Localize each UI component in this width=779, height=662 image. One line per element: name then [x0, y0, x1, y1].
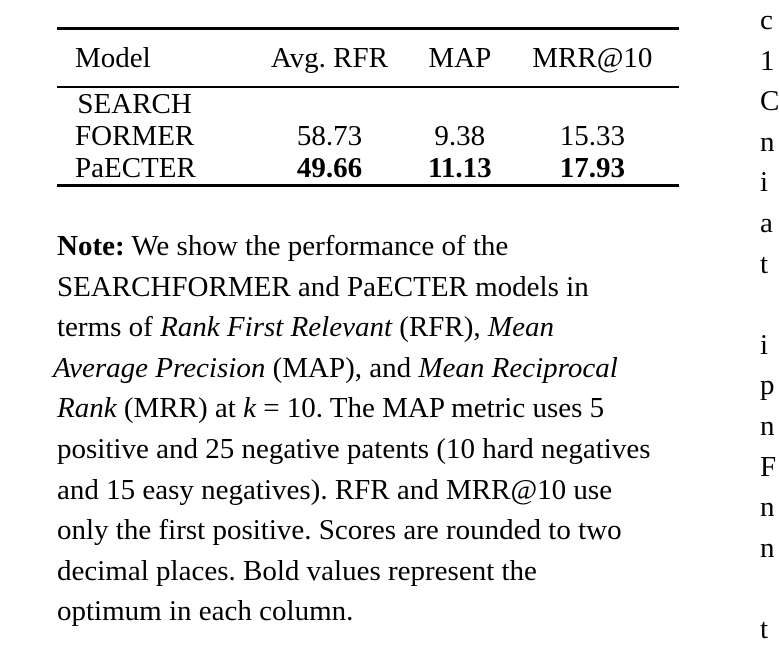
model-name-line1: SEARCH — [77, 88, 192, 120]
fragment-line: t — [760, 247, 769, 280]
results-table-container — [57, 27, 679, 187]
caption-line: only the first positive. Scores are rounded to two — [57, 514, 622, 547]
caption-text: We show the performance of the — [124, 230, 509, 262]
model-cell: PaECTER — [57, 152, 245, 186]
table-row — [57, 152, 679, 186]
caption-line — [53, 348, 717, 389]
fragment-line: C — [760, 85, 779, 118]
caption-line: decimal places. Bold values represent the — [57, 554, 537, 587]
fragment-line: a — [760, 206, 773, 239]
fragment-line: 1 — [760, 44, 775, 77]
caption-text: (MRR) at — [116, 392, 244, 425]
fragment-line: i — [760, 328, 769, 361]
header-mrr10: MRR@10 — [506, 29, 679, 88]
header-map: MAP — [414, 29, 506, 88]
model-name-line2: FORMER — [75, 120, 195, 152]
caption-italic: Mean Reciprocal — [418, 351, 618, 384]
table-caption — [53, 226, 717, 632]
caption-text: = 10. The MAP metric uses 5 — [255, 392, 605, 425]
header-model: Model — [57, 29, 245, 88]
fragment-line: p — [760, 369, 775, 402]
caption-line: positive and 25 negative patents (10 hard negatives — [57, 432, 651, 465]
caption-line — [57, 226, 717, 267]
adjacent-column-fragment — [760, 0, 779, 650]
caption-line — [57, 388, 717, 429]
fragment-line: t — [760, 612, 769, 645]
map-cell-best: 11.13 — [414, 152, 506, 186]
caption-line — [57, 307, 717, 348]
fragment-line — [760, 568, 779, 609]
caption-italic: Average Precision — [53, 351, 266, 384]
caption-italic: Mean — [487, 311, 554, 344]
header-avg-rfr: Avg. RFR — [245, 29, 414, 88]
note-label: Note: — [57, 230, 125, 262]
caption-text: terms of — [57, 311, 161, 344]
caption-italic: Rank — [57, 392, 117, 425]
table-row — [57, 87, 679, 152]
caption-line: and 15 easy negatives). RFR and MRR@10 use — [57, 473, 613, 506]
mrr-cell: 15.33 — [559, 120, 625, 152]
fragment-line: n — [760, 491, 775, 524]
fragment-line: n — [760, 125, 775, 158]
math-variable: k — [243, 392, 256, 425]
fragment-line: n — [760, 531, 775, 564]
mrr-cell-best: 17.93 — [506, 152, 679, 186]
caption-line: SEARCHFORMER and PaECTER models in — [57, 270, 589, 303]
model-cell — [57, 87, 245, 152]
fragment-line: F — [760, 450, 777, 483]
table-header-row — [57, 29, 679, 88]
fragment-line: i — [760, 166, 769, 199]
rfr-cell-best: 49.66 — [245, 152, 414, 186]
fragment-line — [760, 284, 779, 325]
map-cell: 9.38 — [434, 120, 486, 152]
fragment-line: n — [760, 409, 775, 442]
caption-line: optimum in each column. — [57, 595, 354, 628]
caption-text: (MAP), and — [265, 351, 419, 384]
model-name-searchformer — [75, 88, 194, 152]
caption-text: (RFR), — [392, 311, 488, 344]
rfr-cell: 58.73 — [296, 120, 363, 152]
fragment-line: c — [760, 4, 773, 36]
caption-italic: Rank First Relevant — [160, 311, 393, 344]
results-table — [57, 27, 679, 187]
